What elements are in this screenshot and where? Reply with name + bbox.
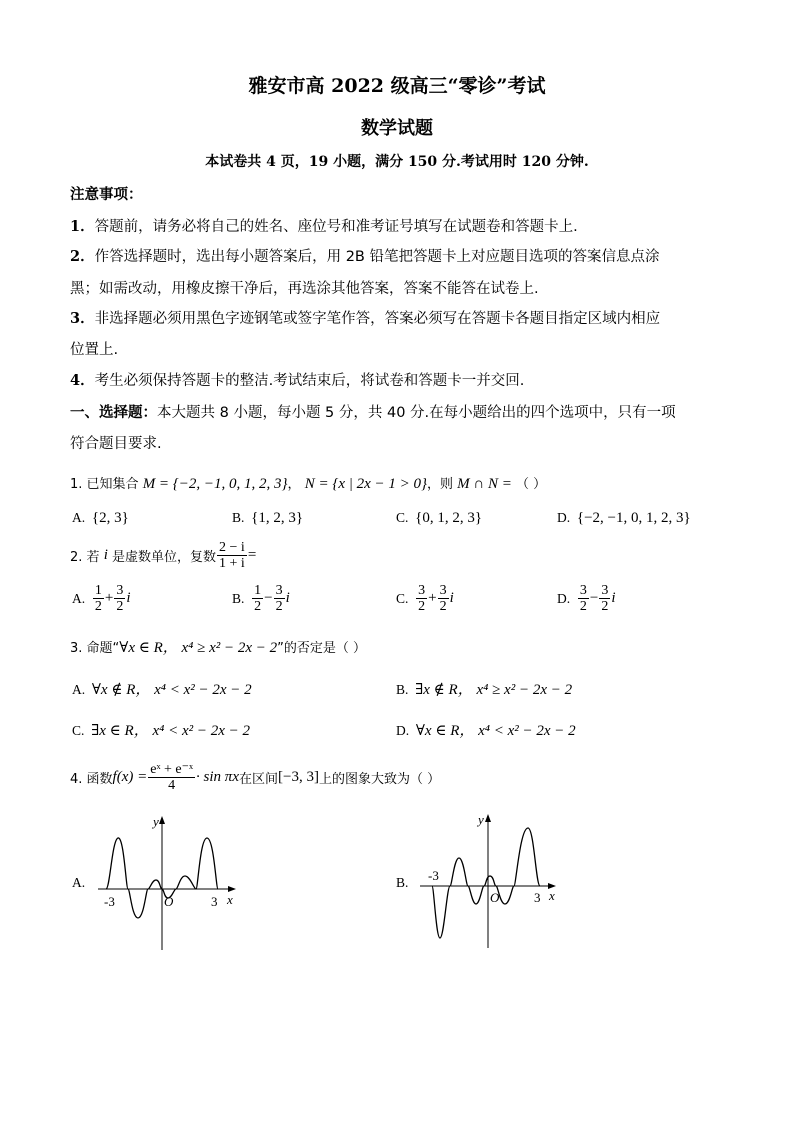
option-text: ∃x ∈ R， x⁴ < x² − 2x − 2 [91,723,251,739]
q2-denominator: 1 + i [219,556,245,571]
q2-option-d[interactable] [557,583,616,614]
frac [114,583,125,614]
exam-info: 本试卷共 4 页，19 小题，满分 150 分.考试用时 120 分钟. [205,154,589,170]
note-text: 非选择题必须用黑色字迹钢笔或签字笔作答，答案必须写在答题卡各题目指定区域内相应 [94,311,661,327]
q3-prefix: 3. 命题“ [70,641,120,656]
frac-den: 2 [601,599,609,614]
frac-num: 3 [275,583,283,598]
q2-prefix: 2. 若 [70,550,100,565]
frac-num: 3 [579,583,587,598]
imag-unit: i [611,590,616,606]
frac-den: 2 [94,599,102,614]
q1-option-b[interactable] [232,510,303,527]
q2-numerator: 2 − i [219,540,245,555]
origin-label: O [164,894,174,909]
q2-option-a[interactable] [72,583,131,614]
q2-mid: 是虚数单位，复数 [112,550,217,565]
q4-numerator: eˣ + e⁻ˣ [150,762,194,777]
frac-num: 1 [254,583,262,598]
note-number: 3． [70,310,95,327]
option-label: D. [557,510,571,525]
option-text: {0, 1, 2, 3} [415,510,483,526]
frac [578,583,589,614]
section-desc: 本大题共 8 小题，每小题 5 分，共 40 分.在每小题给出的四个选项中，只有一项 [157,405,676,421]
q1-option-a[interactable] [72,510,129,527]
q2-option-b[interactable] [232,583,290,614]
note-item-2 [70,245,659,266]
imag-unit: i [449,590,454,606]
frac [416,583,427,614]
exam-title: 雅安市高 2022 级高三“零诊”考试 [248,75,546,97]
q1-ask: ，则 [427,477,454,492]
note-item-4 [70,369,524,390]
option-label: D. [396,723,410,738]
frac-num: 3 [601,583,609,598]
y-label: y [153,814,159,829]
section-desc-cont: 符合题目要求. [70,436,162,452]
note-item-3-cont: 位置上. [70,342,119,358]
option-label: C. [72,723,85,738]
q1-paren: （ ） [516,477,547,492]
option-label: B. [232,590,245,606]
frac-den: 2 [439,599,447,614]
frac [274,583,285,614]
operator: − [264,590,273,606]
q3-option-b[interactable] [396,678,572,699]
option-label: C. [396,510,409,525]
frac-den: 2 [275,599,283,614]
q4-graph-b[interactable] [410,808,570,953]
curve-b [432,828,540,938]
frac [93,583,104,614]
frac-num: 3 [116,583,124,598]
q4-interval: [−3, 3] [278,769,319,785]
note-item-1 [70,215,578,236]
frac-num: 3 [439,583,447,598]
note-number: 4． [70,372,95,389]
note-text: 作答选择题时，选出每小题答案后，用 2B 铅笔把答题卡上对应题目选项的答案信息点涂 [94,249,660,265]
note-text: 答题前，请务必将自己的姓名、座位号和准考证号填写在试题卷和答题卡上. [94,219,578,235]
q4-fraction [148,762,195,793]
q2-fraction [217,540,247,571]
option-label: B. [232,510,245,525]
q4-prefix: 4. 函数 [70,772,113,787]
frac-num: 1 [94,583,102,598]
operator: + [104,590,114,606]
option-text: {1, 2, 3} [251,510,304,526]
operator: + [428,590,437,606]
notes-heading: 注意事项： [70,187,143,203]
q3-option-d[interactable] [396,719,576,740]
q4-denominator: 4 [168,778,176,793]
option-text: {2, 3} [91,510,129,526]
q4-option-a-label[interactable]: A. [72,875,86,890]
imag-unit: i [285,590,290,606]
q3-option-a[interactable] [72,678,252,699]
note-text: 考生必须保持答题卡的整洁.考试结束后，将试卷和答题卡一并交回. [94,373,525,389]
note-number: 2． [70,248,95,265]
frac [252,583,263,614]
section-title: 一、选择题： [70,405,157,421]
tick-pos3: 3 [211,894,218,909]
q1-comma: ， [287,477,301,492]
note-item-2-cont: 黑；如需改动，用橡皮擦干净后，再选涂其他答案，答案不能答在试卷上. [70,281,539,297]
q1-option-c[interactable] [396,510,482,527]
q1-set-n: N = {x | 2x − 1 > 0} [304,476,428,492]
frac-den: 2 [254,599,262,614]
q4-tail: · sin πx [196,769,239,785]
frac [599,583,610,614]
tick-neg3: -3 [428,868,439,883]
frac [438,583,449,614]
option-label: D. [557,590,571,606]
x-label: x [227,892,233,907]
tick-neg3: -3 [104,894,115,909]
q2-i: i [103,547,108,563]
option-label: A. [72,590,86,606]
note-number: 1． [70,218,95,235]
note-item-3 [70,307,660,328]
operator: − [589,590,599,606]
frac-den: 2 [579,599,587,614]
question-3 [70,636,366,657]
q2-option-c[interactable] [396,583,454,614]
q4-mid: 在区间 [238,772,278,787]
imag-unit: i [126,590,131,606]
option-text: ∀x ∈ R， x⁴ < x² − 2x − 2 [415,723,576,739]
frac-num: 3 [418,583,426,598]
frac-den: 2 [418,599,426,614]
tick-pos3: 3 [534,890,541,905]
q4-fx: f(x) = [112,769,148,785]
q4-option-b-label[interactable]: B. [396,875,409,890]
q3-suffix: ”的否定是（ ） [277,641,367,656]
q3-statement: ∀x ∈ R， x⁴ ≥ x² − 2x − 2 [119,640,278,656]
q1-set-m: M = {−2, −1, 0, 1, 2, 3} [142,476,288,492]
q1-expr: M ∩ N = [457,476,512,492]
q4-graph-a[interactable] [90,810,250,955]
q1-prefix: 1. 已知集合 [70,477,139,492]
option-text: ∃x ∉ R， x⁴ ≥ x² − 2x − 2 [415,682,573,698]
option-label: C. [396,590,409,606]
subject-title: 数学试题 [361,118,433,139]
question-1 [70,473,546,493]
origin-label: O [490,890,500,905]
q1-option-d[interactable] [557,510,691,527]
question-2 [70,540,256,571]
option-label: B. [396,682,409,697]
q4-suffix: 上的图象大致为（ ） [318,772,441,787]
option-label: A. [72,510,86,525]
y-label: y [478,812,484,827]
y-axis-arrow [159,816,165,824]
x-label: x [549,888,555,903]
question-4 [70,762,440,793]
section-heading [70,401,676,422]
q2-eq: = [247,547,257,563]
y-axis-arrow [485,814,491,822]
option-text: {−2, −1, 0, 1, 2, 3} [576,510,691,526]
q3-option-c[interactable] [72,719,250,740]
frac-den: 2 [116,599,124,614]
option-label: A. [72,682,86,697]
option-text: ∀x ∉ R， x⁴ < x² − 2x − 2 [91,682,252,698]
